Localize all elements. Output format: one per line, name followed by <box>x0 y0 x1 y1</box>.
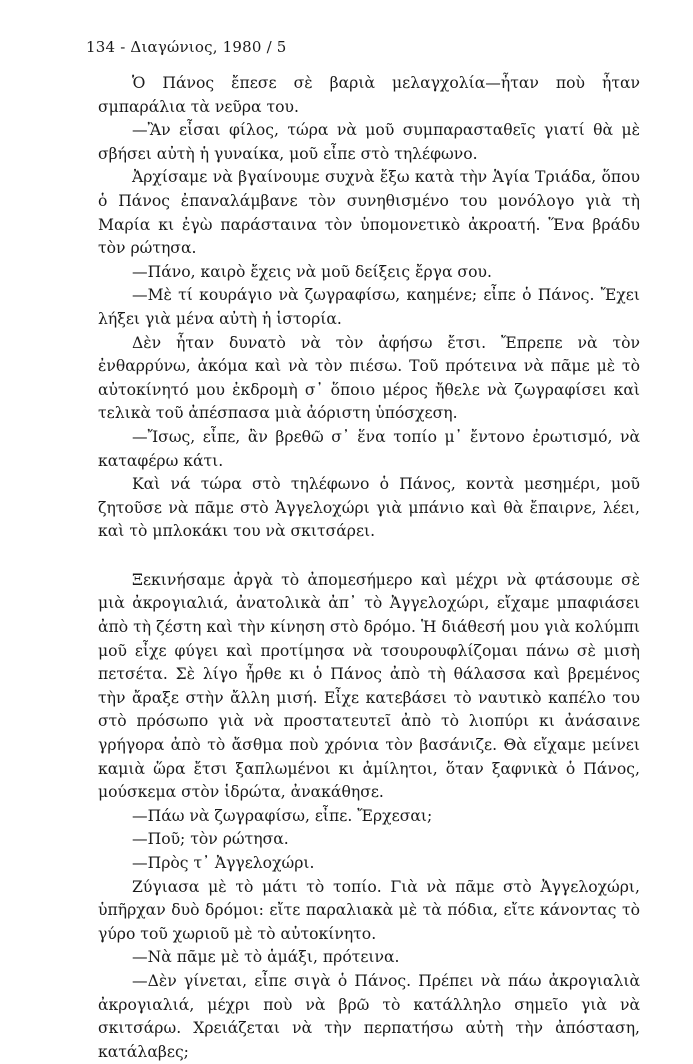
paragraph: Ζύγιασα μὲ τὸ μάτι τὸ τοπίο. Γιὰ νὰ πᾶμε στὸ Ἀγγελοχώρι, ὑπῆρχαν δυὸ δρόμοι: εἴτε παραλιακὰ μὲ τὰ πόδια, εἴτε κάνοντας τὸ γύρο τοῦ χωριοῦ μὲ τὸ αὐτοκίνητο. <box>98 877 640 943</box>
paragraph: —Νὰ πᾶμε μὲ τὸ ἁμάξι, πρότεινα. <box>132 948 400 967</box>
paragraph: —Ποῦ; τὸν ρώτησα. <box>132 830 289 849</box>
paragraph: —Μὲ τί κουράγιο νὰ ζωγραφίσω, καημένε; εἶπε ὁ Πάνος. Ἔχει λήξει γιὰ μένα αὐτὴ ἡ ἱστορία. <box>98 286 640 328</box>
paragraph: —Πάνο, καιρὸ ἔχεις νὰ μοῦ δείξεις ἔργα σου. <box>132 262 492 281</box>
paragraph: —Πρὸς τ᾿ Ἀγγελοχώρι. <box>132 854 315 872</box>
paragraph: —Δὲν γίνεται, εἶπε σιγὰ ὁ Πάνος. Πρέπει νὰ πάω ἀκρογιαλιὰ ἀκρογιαλιά, μέχρι ποὺ νὰ βρῶ τὸ κατάλληλο σημεῖο γιὰ νὰ σκιτσάρω. Χρειάζεται νὰ τὴν περπατήσω αὐτὴ τὴν ἀπόσταση, κατάλαβες; <box>98 971 640 1061</box>
paragraph: —Ἂν εἶσαι φίλος, τώρα νὰ μοῦ συμπαρασταθεῖς γιατί θὰ μὲ σβήσει αὐτὴ ἡ γυναίκα, μοῦ εἶπε στὸ τηλέφωνο. <box>98 121 640 163</box>
section-break <box>98 544 640 569</box>
paragraph: Ἀρχίσαμε νὰ βγαίνουμε συχνὰ ἔξω κατὰ τὴν Ἁγία Τριάδα, ὅπου ὁ Πάνος ἐπαναλάμβανε τὸν συνηθισμένο του μονόλογο γιὰ τὴ Μαρία κι ἐγὼ παράσταινα τὸν ὑπομονετικὸ ἀκροατή. Ἕνα βράδυ τὸν ρώτησα. <box>98 168 640 258</box>
paragraph: —Πάω νὰ ζωγραφίσω, εἶπε. Ἔρχεσαι; <box>132 806 433 825</box>
running-head: 134 - Διαγώνιος, 1980 / 5 <box>86 38 287 56</box>
paragraph: Καὶ νά τώρα στὸ τηλέφωνο ὁ Πάνος, κοντὰ μεσημέρι, μοῦ ζητοῦσε νὰ πᾶμε στὸ Ἀγγελοχώρι γιὰ μπάνιο καὶ θὰ ἔπαιρνε, λέει, καὶ τὸ μπλοκάκι του νὰ σκιτσάρει. <box>98 475 640 541</box>
paragraph: Ξεκινήσαμε ἀργὰ τὸ ἀπομεσήμερο καὶ μέχρι νὰ φτάσουμε σὲ μιὰ ἀκρογιαλιά, ἀνατολικὰ ἀπ᾿ τὸ Ἀγγελοχώρι, εἴχαμε μπαφιάσει ἀπὸ τὴ ζέστη καὶ τὴν κίνηση στὸ δρόμο. Ἡ διάθεσή μου γιὰ κολύμπι μοῦ εἶχε φύγει καὶ προτίμησα νὰ τσουρουφλίζομαι πάνω σὲ μισὴ πετσέτα. Σὲ λίγο ἦρθε κι ὁ Πάνος ἀπὸ τὴ θάλασσα καὶ βρεμένος τὴν ἄραξε στὴν ἄλλη μισή. Εἶχε κατεβάσει τὸ ναυτικὸ καπέλο του στὸ πρόσωπο γιὰ νὰ προστατευτεῖ ἀπὸ τὸ λιοπύρι κι ἀνάσαινε γρήγορα ἀπὸ τὸ ἄσθμα ποὺ χρόνια τὸν βασάνιζε. Θὰ εἴχαμε μείνει καμιὰ ὥρα ἔτσι ξαπλωμένοι κι ἀμίλητοι, ὅταν ξαφνικὰ ὁ Πάνος, μούσκεμα στὸν ἱδρώτα, ἀνακάθησε. <box>98 570 640 802</box>
paragraph: Ὁ Πάνος ἔπεσε σὲ βαριὰ μελαγχολία—ἦταν ποὺ ἦταν σμπαράλια τὰ νεῦρα του. <box>98 74 640 116</box>
paragraph: Δὲν ἦταν δυνατὸ νὰ τὸν ἀφήσω ἔτσι. Ἔπρεπε νὰ τὸν ἐνθαρρύνω, ἀκόμα καὶ νὰ τὸν πιέσω. Τοῦ πρότεινα νὰ πᾶμε μὲ τὸ αὐτοκίνητό μου ἐκδρομὴ σ᾿ ὅποιο μέρος ἤθελε νὰ ζωγραφίσει καὶ τελικὰ τοῦ ἀπέσπασα μιὰ ἀόριστη ὑπόσχεση. <box>98 333 640 423</box>
paragraph: —Ἴσως, εἶπε, ἂν βρεθῶ σ᾿ ἕνα τοπίο μ᾿ ἔντονο ἐρωτισμό, νὰ καταφέρω κάτι. <box>98 427 640 470</box>
body-text <box>98 72 640 1064</box>
